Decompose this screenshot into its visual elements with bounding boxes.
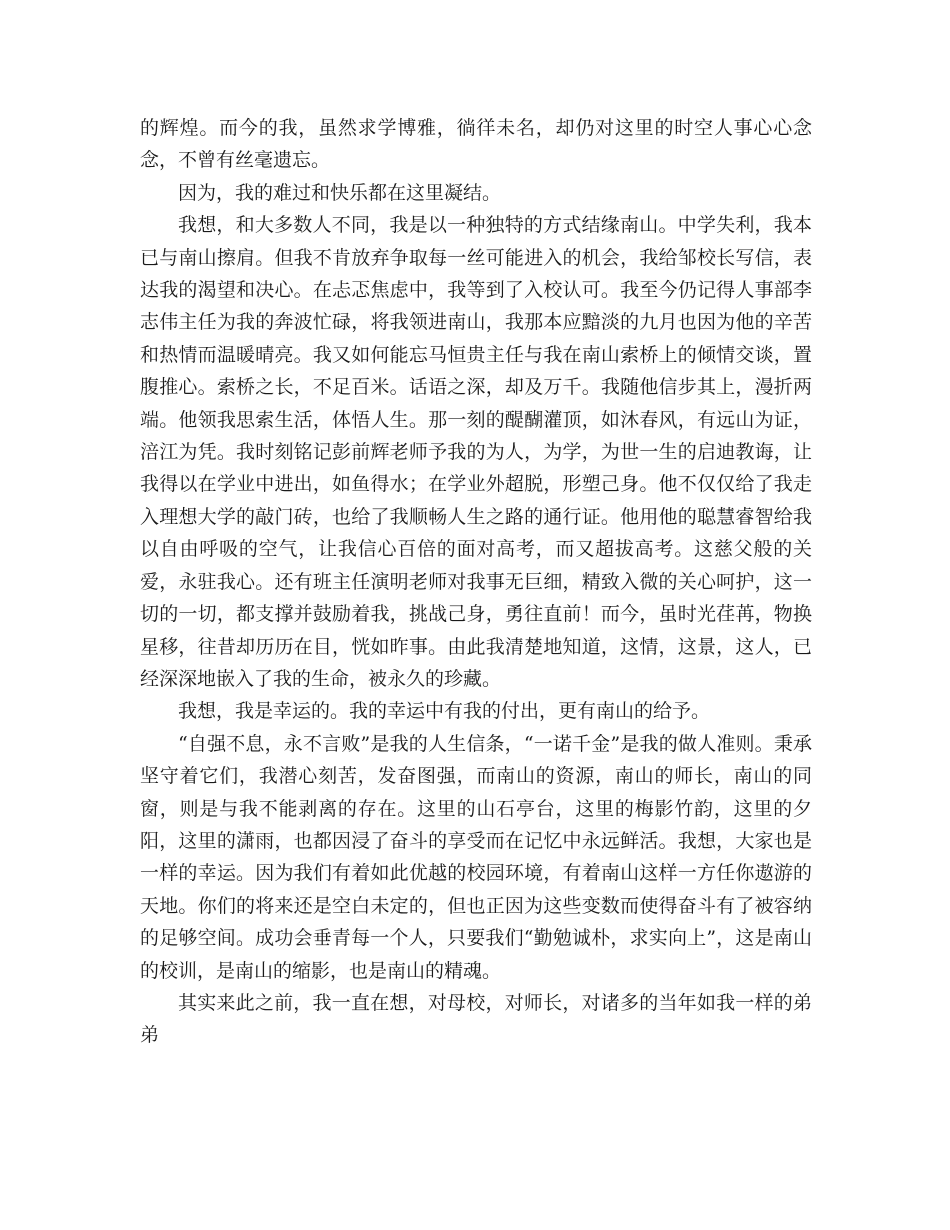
paragraph-motto: “自强不息，永不言败”是我的人生信条，“一诺千金”是我的做人准则。秉承坚守着它们，我潜心刻苦，发奋图强，而南山的资源，南山的师长，南山的同窗，则是与我不能剥离的存在。这里的山石亭台，这里的梅影竹韵，这里的夕阳，这里的潇雨，也都因浸了奋斗的享受而在记忆中永远鲜活。我想，大家也是一样的幸运。因为我们有着如此优越的校园环境，有着南山这样一方任你遨游的天地。你们的将来还是空白未定的，但也正因为这些变数而使得奋斗有了被容纳的足够空间。成功会垂青每一个人，只要我们“勤勉诚朴，求实向上”，这是南山的校训，是南山的缩影，也是南山的精魂。 <box>140 732 812 982</box>
paragraph-fortunate: 我想，我是幸运的。我的幸运中有我的付出，更有南山的给予。 <box>178 700 711 723</box>
paragraph-nanshan-story: 我想，和大多数人不同，我是以一种独特的方式结缘南山。中学失利，我本已与南山擦肩。但我不肯放弃争取每一丝可能进入的机会，我给邹校长写信，表达我的渴望和决心。在忐忑焦虑中，我等到了入校认可。我至今仍记得人事部李志伟主任为我的奔波忙碌，将我领进南山，我那本应黯淡的九月也因为他的辛苦和热情而温暖晴亮。我又如何能忘马恒贵主任与我在南山索桥上的倾情交谈，置腹推心。索桥之长，不足百米。话语之深，却及万千。我随他信步其上，漫折两端。他领我思索生活，体悟人生。那一刻的醍醐灌顶，如沐春风，有远山为证，涪江为凭。我时刻铭记彭前辉老师予我的为人，为学，为世一生的启迪教诲，让我得以在学业中进出，如鱼得水；在学业外超脱，形塑己身。他不仅仅给了我走入理想大学的敲门砖，也给了我顺畅人生之路的通行证。他用他的聪慧睿智给我以自由呼吸的空气，让我信心百倍的面对高考，而又超拔高考。这慈父般的关爱，永驻我心。还有班主任演明老师对我事无巨细，精致入微的关心呵护，这一切的一切，都支撑并鼓励着我，挑战己身，勇往直前！而今，虽时光荏苒，物换星移，往昔却历历在目，恍如昨事。由此我清楚地知道，这情，这景，这人，已经深深地嵌入了我的生命，被永久的珍藏。 <box>140 214 812 690</box>
document-body <box>140 112 812 1052</box>
paragraph-continuation: 的辉煌。而今的我，虽然求学博雅，徜徉未名，却仍对这里的时空人事心心念念，不曾有丝毫遗忘。 <box>140 117 812 172</box>
paragraph-sorrow-joy: 因为，我的难过和快乐都在这里凝结。 <box>178 181 502 204</box>
paragraph-before-coming: 其实来此之前，我一直在想，对母校，对师长，对诸多的当年如我一样的弟弟 <box>140 991 812 1047</box>
